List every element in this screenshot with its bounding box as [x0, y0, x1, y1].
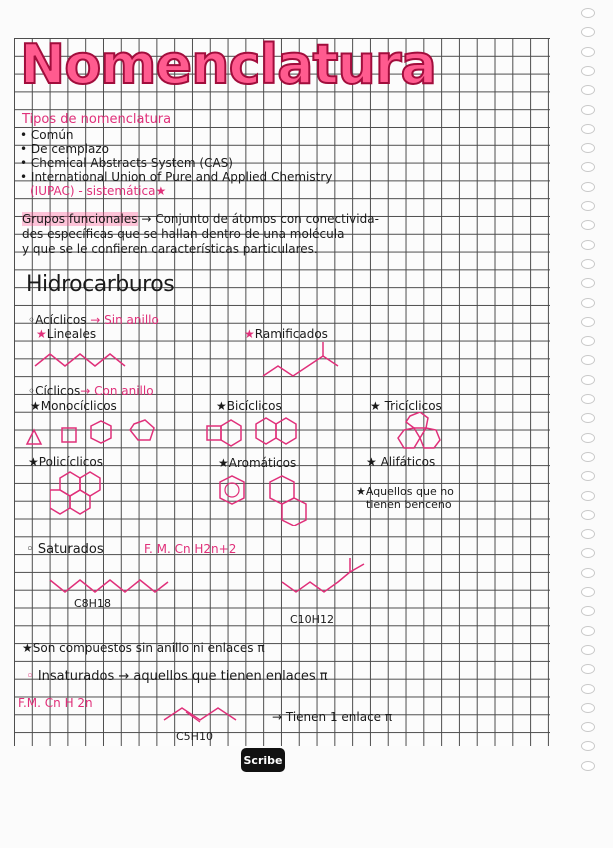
scribe-logo: Scribe: [241, 748, 285, 772]
linear-chain-drawing: [30, 344, 140, 374]
binding-hole: [581, 355, 595, 365]
binding-hole: [581, 664, 595, 674]
ciclicos-label: ◦Cíclicos→ Con anillo: [28, 384, 154, 398]
saturados-formula: F. M. Cn H2n+2: [144, 542, 237, 556]
note-line: ★Son compuestos sin anillo ni enlaces π: [22, 641, 265, 655]
triciclicos-label: ★ Tricíclicos: [370, 399, 442, 413]
binding-hole: [581, 587, 595, 597]
tipos-item: • International Union of Pure and Applied Chemistry: [20, 170, 333, 184]
insaturados-formula: F.M. Cn H 2n: [18, 696, 93, 710]
binding-hole: [581, 124, 595, 134]
binding-hole: [581, 684, 595, 694]
aromatic-drawing: [204, 474, 314, 526]
page-title: Nomenclatura: [20, 33, 436, 96]
c5-formula: C5H10: [176, 730, 213, 743]
octane-formula: C8H18: [74, 597, 111, 610]
binding-hole: [581, 259, 595, 269]
bicyclic-drawing: [204, 414, 314, 454]
binding-hole: [581, 645, 595, 655]
alifaticos-label: ★ Alifáticos: [366, 455, 436, 469]
binding-hole: [581, 568, 595, 578]
binding-hole: [581, 220, 595, 230]
alkene-drawing: [160, 700, 240, 728]
binding-hole: [581, 491, 595, 501]
binding-hole: [581, 433, 595, 443]
tipos-item: • Chemical Abstracts System (CAS): [20, 156, 233, 170]
hidrocarburos-heading: Hidrocarburos: [26, 272, 175, 297]
binding-hole: [581, 298, 595, 308]
policiclicos-label: ★Policíclicos: [28, 455, 103, 469]
binding-hole: [581, 394, 595, 404]
monociclicos-label: ★Monocíclicos: [30, 399, 117, 413]
binding-hole: [581, 529, 595, 539]
binding-hole: [581, 182, 595, 192]
branched-alkane-drawing: [280, 556, 370, 606]
binding-hole: [581, 510, 595, 520]
iupac-line: (IUPAC) - sistemática★: [30, 184, 167, 198]
binding-hole: [581, 452, 595, 462]
saturados-label: ◦ Saturados: [26, 542, 104, 557]
binding-hole: [581, 722, 595, 732]
tipos-heading: Tipos de nomenclatura: [22, 112, 172, 127]
binding-hole: [581, 471, 595, 481]
octane-drawing: [48, 574, 170, 598]
ramificados-label: ★Ramificados: [244, 327, 328, 341]
binding-hole: [581, 761, 595, 771]
binding-hole: [581, 85, 595, 95]
grupos-line1: Grupos funcionales → Conjunto de átomos con conectivida-: [22, 212, 379, 226]
tricyclic-drawing: [396, 412, 446, 458]
alifaticos-note: tienen benceno: [366, 498, 452, 511]
binding-hole: [581, 201, 595, 211]
insaturados-label: ◦ Insaturados → aquellos que tienen enlaces π: [26, 669, 328, 684]
binding-hole: [581, 27, 595, 37]
binding-hole: [581, 278, 595, 288]
grupos-line2: des específicas que se hallan dentro de una molécula: [22, 227, 345, 241]
c10-formula: C10H12: [290, 613, 334, 626]
enlace-note: → Tienen 1 enlace π: [272, 710, 393, 724]
tipos-item: • Común: [20, 128, 74, 142]
binding-hole: [581, 143, 595, 153]
biciclicos-label: ★Bicíclicos: [216, 399, 282, 413]
tipos-item: • De cemplazo: [20, 142, 109, 156]
branched-chain-drawing: [258, 338, 348, 388]
aromaticos-label: ★Aromáticos: [218, 456, 297, 470]
binding-hole: [581, 162, 595, 172]
lineales-label: ★Lineales: [36, 327, 97, 341]
binding-hole: [581, 47, 595, 57]
binding-hole: [581, 336, 595, 346]
binding-hole: [581, 413, 595, 423]
aciclicos-label: ◦Acíclicos → Sin anillo: [28, 313, 159, 327]
binding-hole: [581, 105, 595, 115]
binding-hole: [581, 626, 595, 636]
binding-hole: [581, 317, 595, 327]
spiral-binding: [581, 8, 599, 788]
grupos-line3: y que se le confieren características particulares.: [22, 242, 318, 256]
binding-hole: [581, 703, 595, 713]
binding-hole: [581, 548, 595, 558]
alifaticos-note: ★Aquellos que no: [356, 485, 454, 498]
binding-hole: [581, 66, 595, 76]
binding-hole: [581, 240, 595, 250]
binding-hole: [581, 606, 595, 616]
binding-hole: [581, 8, 595, 18]
binding-hole: [581, 741, 595, 751]
polycyclic-drawing: [50, 468, 120, 524]
monocyclic-drawing: [24, 416, 174, 452]
binding-hole: [581, 375, 595, 385]
